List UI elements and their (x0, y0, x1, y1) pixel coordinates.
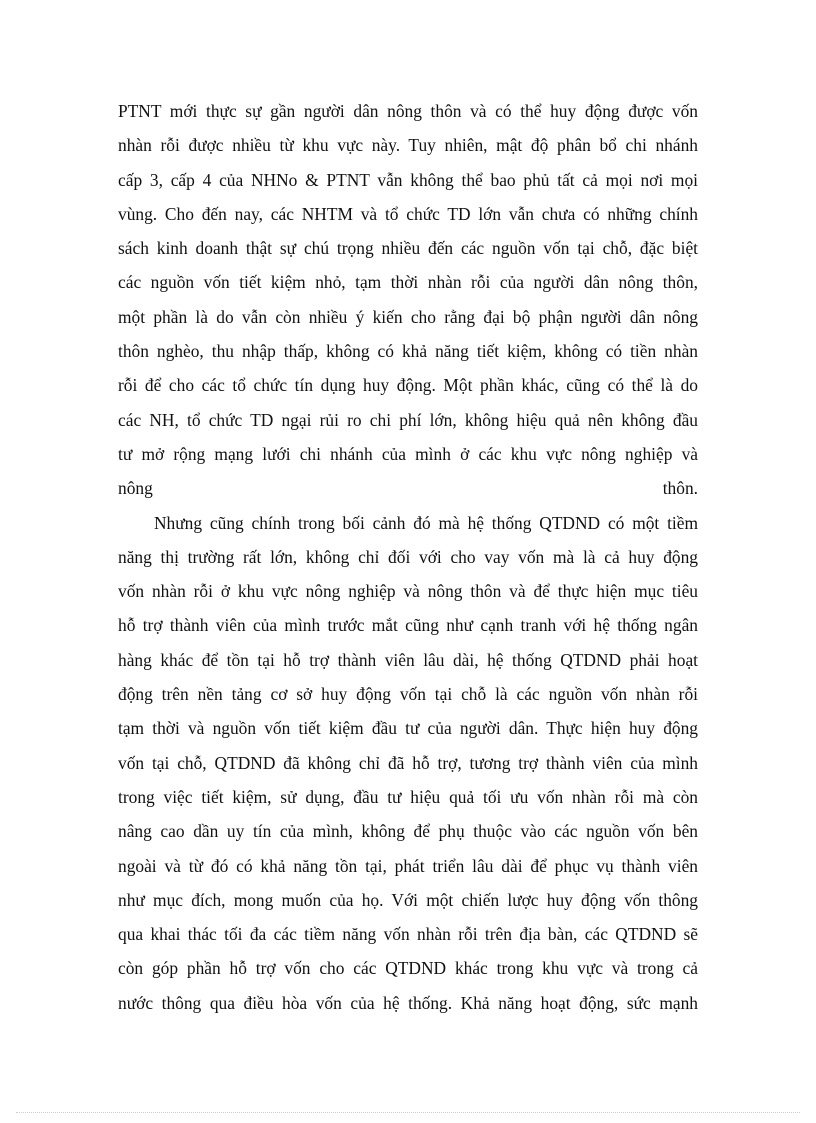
document-page (118, 94, 698, 1020)
text-line: rỗi để cho các tổ chức tín dụng huy động. Một phần khác, cũng có thể là do (118, 375, 698, 396)
text-line: năng thị trường rất lớn, không chỉ đối với cho vay vốn mà là cả huy động (118, 546, 698, 567)
text-line: như mục đích, mong muốn của họ. Với một chiến lược huy động vốn thông (118, 889, 698, 910)
page-bottom-divider (16, 1112, 800, 1113)
text-line: tạm thời và nguồn vốn tiết kiệm đầu tư của người dân. Thực hiện huy động (118, 718, 698, 739)
text-line: ngoài và từ đó có khả năng tồn tại, phát triển lâu dài để phục vụ thành viên (118, 855, 698, 876)
text-line: Nhưng cũng chính trong bối cảnh đó mà hệ thống QTDND có một tiềm (154, 512, 698, 533)
paragraph-1 (118, 94, 698, 506)
text-line: còn góp phần hỗ trợ vốn cho các QTDND khác trong khu vực và trong cả (118, 958, 698, 979)
paragraph-2 (118, 506, 698, 1020)
text-line: nhàn rỗi được nhiều từ khu vực này. Tuy nhiên, mật độ phân bổ chi nhánh (118, 135, 698, 156)
text-line: sách kinh doanh thật sự chú trọng nhiều đến các nguồn vốn tại chỗ, đặc biệt (118, 238, 698, 259)
text-line: một phần là do vẫn còn nhiều ý kiến cho rằng đại bộ phận người dân nông (118, 306, 698, 327)
text-line: nâng cao dần uy tín của mình, không để phụ thuộc vào các nguồn vốn bên (118, 821, 698, 842)
text-line: PTNT mới thực sự gần người dân nông thôn và có thể huy động được vốn (118, 101, 698, 121)
text-line: động trên nền tảng cơ sở huy động vốn tại chỗ là các nguồn vốn nhàn rỗi (118, 684, 698, 705)
text-line: tư mở rộng mạng lưới chi nhánh của mình ở các khu vực nông nghiệp và (118, 443, 698, 464)
text-line: thôn nghèo, thu nhập thấp, không có khả năng tiết kiệm, không có tiền nhàn (118, 341, 698, 362)
text-line: qua khai thác tối đa các tiềm năng vốn nhàn rỗi trên địa bàn, các QTDND sẽ (118, 924, 698, 945)
text-line: vốn tại chỗ, QTDND đã không chỉ đã hỗ trợ, tương trợ thành viên của mình (118, 752, 698, 773)
text-line: hỗ trợ thành viên của mình trước mắt cũng như cạnh tranh với hệ thống ngân (118, 615, 698, 636)
text-line: hàng khác để tồn tại hỗ trợ thành viên lâu dài, hệ thống QTDND phải hoạt (118, 649, 698, 670)
text-line: vùng. Cho đến nay, các NHTM và tổ chức TD lớn vẫn chưa có những chính (118, 203, 698, 224)
text-line: trong việc tiết kiệm, sử dụng, đầu tư hiệu quả tối ưu vốn nhàn rỗi mà còn (118, 786, 698, 807)
text-line: nước thông qua điều hòa vốn của hệ thống. Khả năng hoạt động, sức mạnh (118, 992, 698, 1013)
text-line: các NH, tổ chức TD ngại rủi ro chi phí lớn, không hiệu quả nên không đầu (118, 409, 698, 430)
text-line: cấp 3, cấp 4 của NHNo & PTNT vẫn không thể bao phủ tất cả mọi nơi mọi (118, 169, 698, 190)
text-line: các nguồn vốn tiết kiệm nhỏ, tạm thời nhàn rỗi của người dân nông thôn, (118, 272, 698, 293)
text-line: vốn nhàn rỗi ở khu vực nông nghiệp và nông thôn và để thực hiện mục tiêu (118, 581, 698, 602)
text-line: nông thôn. (118, 478, 698, 499)
